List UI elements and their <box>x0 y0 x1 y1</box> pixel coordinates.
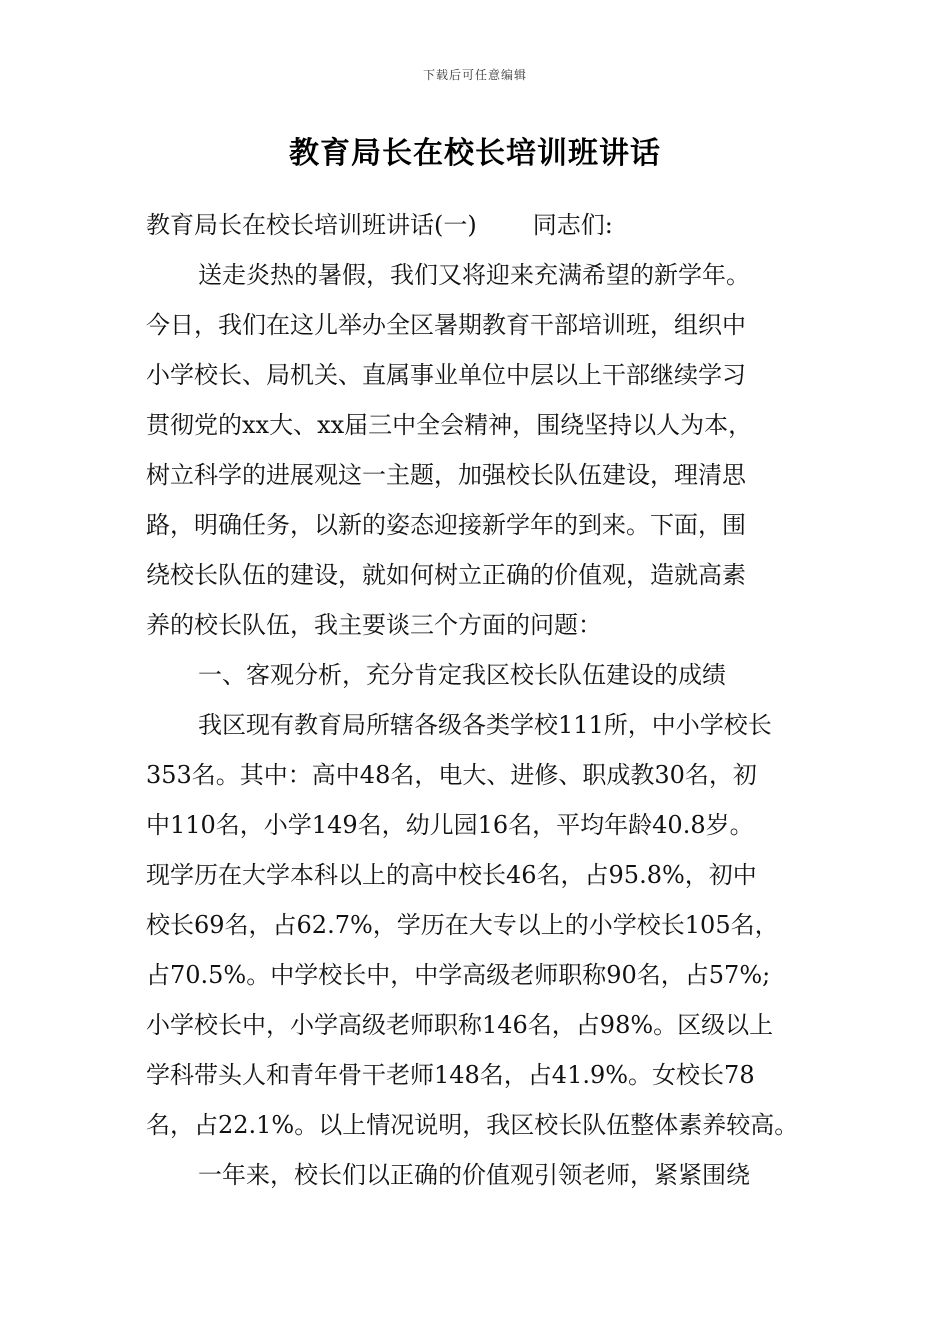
opening-line <box>146 200 814 250</box>
paragraph-line: 绕校长队伍的建设，就如何树立正确的价值观，造就高素 <box>146 561 746 589</box>
salutation: 同志们: <box>532 211 613 239</box>
paragraph-line: 我区现有教育局所辖各级各类学校111所，中小学校长 <box>198 711 772 739</box>
paragraph-line: 送走炎热的暑假，我们又将迎来充满希望的新学年。 <box>198 261 750 289</box>
paragraph-line: 今日，我们在这儿举办全区暑期教育干部培训班，组织中 <box>146 311 746 339</box>
document-subtitle: 教育局长在校长培训班讲话(一) <box>146 211 477 239</box>
paragraph-line: 占70.5%。中学校长中，中学高级老师职称90名，占57%; <box>146 961 771 989</box>
paragraph-line: 路，明确任务，以新的姿态迎接新学年的到来。下面，围 <box>146 511 746 539</box>
paragraph-line: 353名。其中：高中48名，电大、进修、职成教30名，初 <box>146 761 757 789</box>
paragraph-line: 学科带头人和青年骨干老师148名，占41.9%。女校长78 <box>146 1061 755 1089</box>
paragraph-line: 小学校长中，小学高级老师职称146名，占98%。区级以上 <box>146 1011 774 1039</box>
paragraph-line: 小学校长、局机关、直属事业单位中层以上干部继续学习 <box>146 361 746 389</box>
paragraph-line: 名，占22.1%。以上情况说明，我区校长队伍整体素养较高。 <box>146 1111 799 1139</box>
paragraph-line: 养的校长队伍，我主要谈三个方面的问题： <box>146 611 602 639</box>
document-body <box>146 200 814 1200</box>
document-title: 教育局长在校长培训班讲话 <box>289 136 661 171</box>
section-heading: 一、客观分析，充分肯定我区校长队伍建设的成绩 <box>198 661 726 689</box>
paragraph-line: 校长69名，占62.7%，学历在大专以上的小学校长105名， <box>146 911 779 939</box>
paragraph-line: 一年来，校长们以正确的价值观引领老师，紧紧围绕 <box>198 1161 750 1189</box>
paragraph-line: 中110名，小学149名，幼儿园16名，平均年龄40.8岁。 <box>146 811 754 839</box>
paragraph-line: 贯彻党的xx大、xx届三中全会精神，围绕坚持以人为本， <box>146 411 753 439</box>
paragraph-line: 现学历在大学本科以上的高中校长46名，占95.8%，初中 <box>146 861 757 889</box>
header-note: 下载后可任意编辑 <box>422 68 527 82</box>
paragraph-line: 树立科学的进展观这一主题，加强校长队伍建设，理清思 <box>146 461 746 489</box>
